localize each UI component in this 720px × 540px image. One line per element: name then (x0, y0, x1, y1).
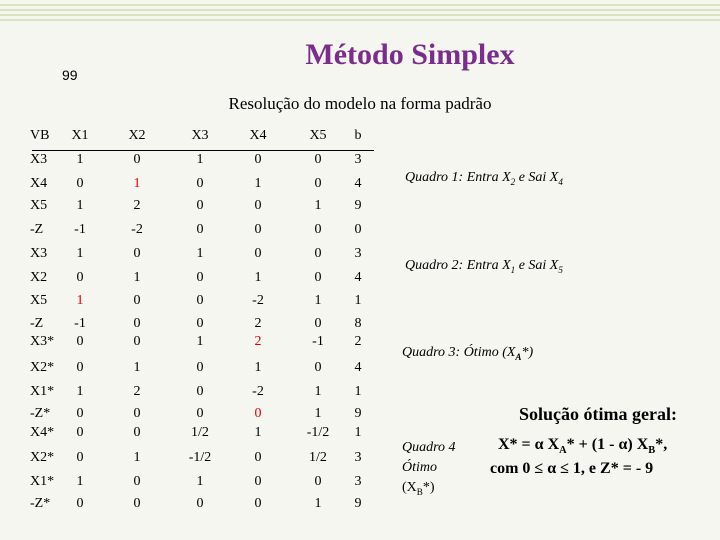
basis-variable-cell: X5 (30, 198, 48, 213)
table-cell: 0 (254, 198, 262, 213)
table-cell: 0 (254, 450, 262, 465)
table-cell: 0 (314, 246, 322, 261)
note-quadro-1: Quadro 1: Entra $X_2$ e Sai $X_4$ (405, 170, 563, 187)
table-cell: 1 (314, 293, 322, 308)
table-cell: -1 (74, 222, 86, 237)
table-cell: 0 (196, 316, 204, 331)
table-cell: 0 (133, 406, 141, 421)
table-cell: -1 (74, 316, 86, 331)
table-cell: 0 (133, 425, 141, 440)
table-cell: 0 (254, 222, 262, 237)
table-cell: 0 (196, 496, 204, 511)
solution-line-2: com 0 ≤ α ≤ 1, e Z* = - 9 (490, 460, 654, 477)
table-cell: -2 (252, 384, 264, 399)
table-cell: 2 (254, 316, 262, 331)
table-cell: 2 (133, 198, 141, 213)
table-cell: 1 (133, 176, 141, 191)
table-cell: 0 (133, 334, 141, 349)
table-cell: 0 (133, 152, 141, 167)
table-cell: 0 (254, 496, 262, 511)
note-quadro-4-line1: Quadro 4 (402, 440, 456, 455)
table-cell: 3 (354, 450, 362, 465)
table-cell: 0 (254, 246, 262, 261)
table-cell: 1 (354, 425, 362, 440)
table-cell: 0 (133, 474, 141, 489)
table-cell: 0 (76, 450, 84, 465)
solution-title: Solução ótima geral: (519, 404, 677, 424)
table-cell: 0 (254, 406, 262, 421)
basis-variable-cell: -Z (30, 316, 44, 331)
table-cell: 0 (314, 316, 322, 331)
table-cell: 0 (196, 406, 204, 421)
basis-variable-cell: X3* (30, 334, 55, 349)
table-cell: 1 (254, 425, 262, 440)
subtitle: Resolução do modelo na forma padrão (228, 94, 492, 113)
table-cell: 1/2 (191, 425, 209, 440)
basis-variable-cell: X5 (30, 293, 48, 308)
table-header-cell: X5 (309, 128, 327, 143)
table-cell: 2 (254, 334, 262, 349)
table-cell: 8 (354, 316, 362, 331)
table-cell: 0 (133, 246, 141, 261)
table-cell: 0 (133, 316, 141, 331)
basis-variable-cell: X1* (30, 474, 55, 489)
table-cell: 1 (76, 198, 84, 213)
table-cell: 1 (76, 246, 84, 261)
basis-variable-cell: X3 (30, 152, 48, 167)
table-cell: -2 (252, 293, 264, 308)
table-cell: 0 (354, 222, 362, 237)
table-cell: 1 (76, 293, 84, 308)
table-cell: 2 (354, 334, 362, 349)
table-cell: 4 (354, 270, 362, 285)
table-cell: 0 (133, 496, 141, 511)
table-cell: 1 (254, 270, 262, 285)
table-cell: -1/2 (306, 425, 330, 440)
table-cell: 3 (354, 474, 362, 489)
table-cell: 0 (196, 176, 204, 191)
table-cell: 0 (314, 222, 322, 237)
table-cell: 1 (76, 384, 84, 399)
table-cell: 1 (354, 384, 362, 399)
note-quadro-4-line2: Ótimo (402, 460, 437, 475)
table-cell: 3 (354, 246, 362, 261)
basis-variable-cell: X3 (30, 246, 48, 261)
table-cell: -2 (131, 222, 143, 237)
table-cell: 0 (76, 176, 84, 191)
table-cell: 0 (196, 293, 204, 308)
basis-variable-cell: -Z* (30, 496, 51, 511)
table-cell: 9 (354, 496, 362, 511)
table-cell: 0 (76, 270, 84, 285)
basis-variable-cell: -Z* (30, 406, 51, 421)
table-cell: 0 (76, 360, 84, 375)
table-cell: 1 (254, 360, 262, 375)
table-cell: 1 (196, 246, 204, 261)
basis-variable-cell: X4 (30, 176, 48, 191)
table-cell: 1 (254, 176, 262, 191)
table-header-cell: X4 (249, 128, 267, 143)
table-cell: 0 (196, 198, 204, 213)
table-cell: 1 (196, 152, 204, 167)
table-cell: 0 (314, 176, 322, 191)
note-quadro-3: Quadro 3: Ótimo $(X_A*)$ (402, 345, 534, 362)
table-header-cell: X2 (128, 128, 146, 143)
basis-variable-cell: X1* (30, 384, 55, 399)
table-cell: 1 (133, 360, 141, 375)
table-cell: 0 (314, 270, 322, 285)
table-cell: 1 (314, 384, 322, 399)
table-cell: 1 (314, 406, 322, 421)
table-cell: 1 (314, 198, 322, 213)
table-header-cell: b (354, 128, 362, 143)
table-cell: 0 (76, 496, 84, 511)
table-cell: 9 (354, 406, 362, 421)
page-title: Método Simplex (305, 38, 515, 71)
table-cell: 1 (354, 293, 362, 308)
table-cell: 1/2 (309, 450, 327, 465)
table-header-cell: X3 (191, 128, 209, 143)
basis-variable-cell: -Z (30, 222, 44, 237)
table-cell: 1 (76, 474, 84, 489)
table-cell: 1 (76, 152, 84, 167)
table-cell: 1 (196, 334, 204, 349)
basis-variable-cell: X4* (30, 425, 55, 440)
table-cell: 0 (196, 384, 204, 399)
table-cell: 1 (196, 474, 204, 489)
table-cell: 0 (196, 222, 204, 237)
table-cell: 0 (314, 360, 322, 375)
basis-variable-cell: X2* (30, 360, 55, 375)
note-quadro-4-line3: $(X_B*)$ (402, 480, 435, 497)
table-cell: 3 (354, 152, 362, 167)
table-cell: 4 (354, 176, 362, 191)
table-cell: 1 (133, 450, 141, 465)
table-cell: -1/2 (188, 450, 212, 465)
table-cell: 2 (133, 384, 141, 399)
page-number: 99 (62, 67, 78, 83)
table-cell: 1 (133, 270, 141, 285)
table-cell: 0 (76, 425, 84, 440)
solution-line-1: X* = α $X_A* + (1 - \alpha)$ $X_B*$, (498, 436, 668, 457)
basis-variable-cell: X2* (30, 450, 55, 465)
table-cell: 4 (354, 360, 362, 375)
table-cell: 0 (76, 406, 84, 421)
table-cell: 0 (196, 360, 204, 375)
table-cell: 0 (314, 474, 322, 489)
table-cell: 0 (133, 293, 141, 308)
note-quadro-2: Quadro 2: Entra $X_1$ e Sai $X_5$ (405, 258, 563, 275)
header-divider (32, 150, 374, 151)
table-cell: 0 (254, 474, 262, 489)
table-cell: -1 (312, 334, 324, 349)
table-cell: 9 (354, 198, 362, 213)
table-cell: 1 (314, 496, 322, 511)
basis-variable-cell: X2 (30, 270, 48, 285)
table-cell: 0 (254, 152, 262, 167)
table-cell: 0 (76, 334, 84, 349)
table-header-cell: X1 (71, 128, 89, 143)
table-cell: 0 (196, 270, 204, 285)
table-cell: 0 (314, 152, 322, 167)
table-header-cell: VB (30, 128, 50, 143)
